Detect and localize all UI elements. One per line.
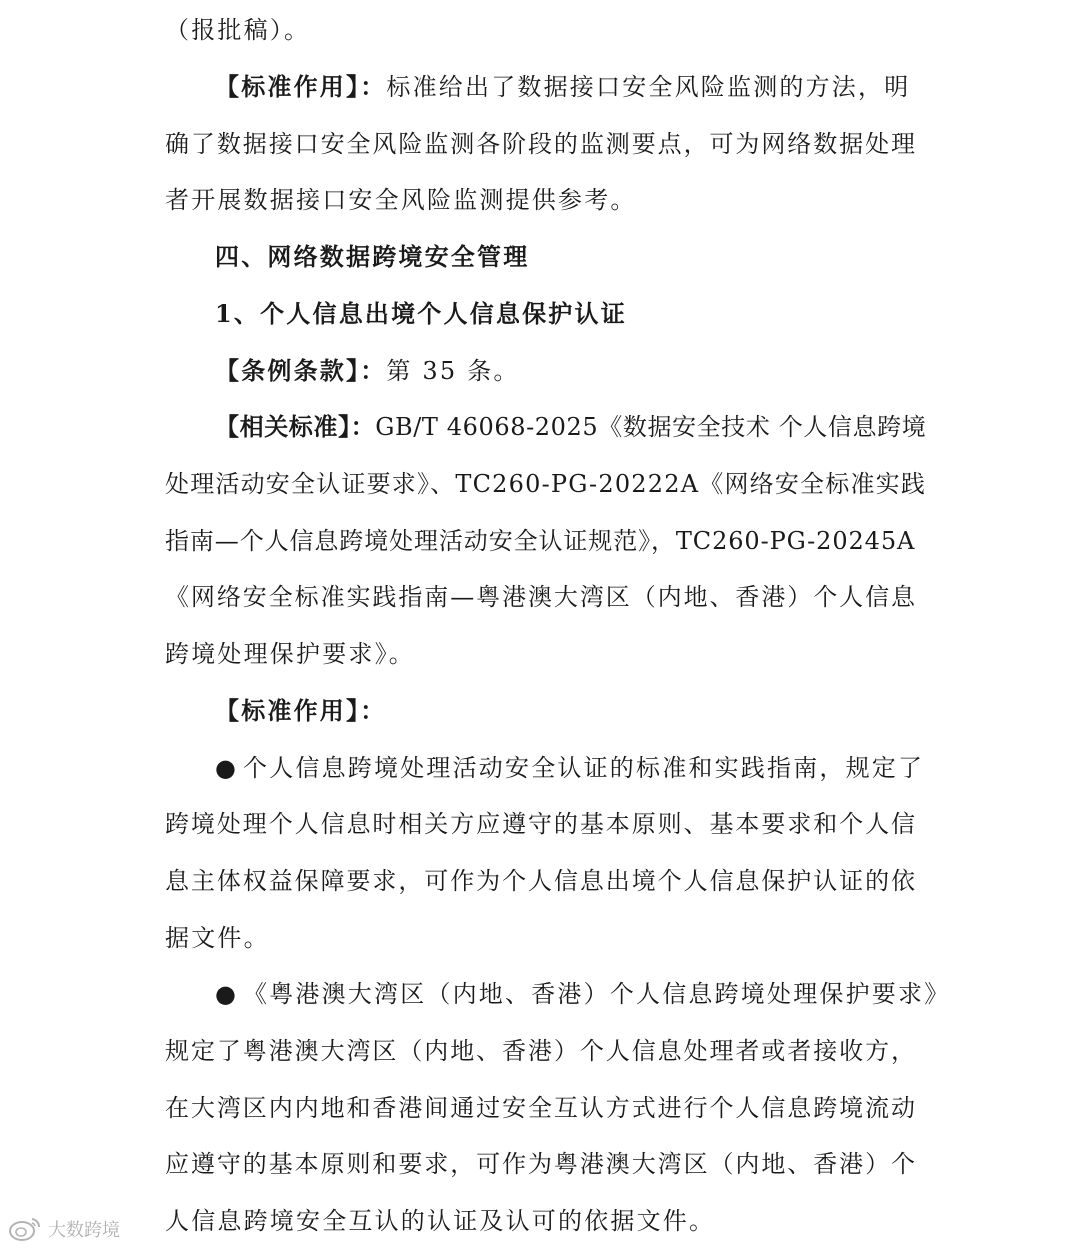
text-line: 确了数据接口安全风险监测各阶段的监测要点，可为网络数据处理 (165, 130, 915, 158)
line-text: 第 35 条。 (386, 357, 520, 385)
text-line: 规定了粤港澳大湾区（内地、香港）个人信息处理者或者接收方， (165, 1037, 915, 1065)
section-label: 【条例条款】： (215, 356, 387, 385)
text-line (215, 351, 915, 391)
bullet-item-line (215, 974, 951, 1014)
bullet-item-line (215, 748, 925, 788)
text-line: 人信息跨境安全互认的认证及认可的依据文件。 (165, 1207, 716, 1235)
text-line: 《网络安全标准实践指南—粤港澳大湾区（内地、香港）个人信息 (165, 583, 915, 611)
bullet-icon: ● (215, 754, 239, 782)
line-text: GB/T 46068-2025《数据安全技术 个人信息跨境 (375, 413, 927, 441)
text-line: 跨境处理个人信息时相关方应遵守的基本原则、基本要求和个人信 (165, 810, 915, 838)
section-label: 【标准作用】： (215, 696, 387, 725)
text-line (215, 407, 927, 447)
section-label: 【标准作用】： (215, 72, 387, 101)
text-line: 者开展数据接口安全风险监测提供参考。 (165, 186, 637, 214)
text-line: 在大湾区内内地和香港间通过安全互认方式进行个人信息跨境流动 (165, 1094, 915, 1122)
text-line: （报批稿）。 (165, 16, 311, 44)
line-text: 个人信息跨境处理活动安全认证的标准和实践指南，规定了 (243, 754, 925, 782)
text-line: 息主体权益保障要求，可作为个人信息出境个人信息保护认证的依 (165, 867, 915, 895)
text-line (215, 67, 915, 107)
line-text: 标准给出了数据接口安全风险监测的方法，明 (386, 73, 911, 101)
text-line: 应遵守的基本原则和要求，可作为粤港澳大湾区（内地、香港）个 (165, 1150, 915, 1178)
text-line: 跨境处理保护要求》。 (165, 640, 415, 668)
watermark (8, 1214, 120, 1244)
section-label: 【相关标准】： (215, 412, 376, 441)
bullet-icon: ● (215, 980, 239, 1008)
line-text: 《粤港澳大湾区（内地、香港）个人信息跨境处理保护要求》 (243, 980, 951, 1008)
text-line: 指南—个人信息跨境处理活动安全认证规范》，TC260-PG-20245A (165, 527, 916, 555)
subsection-heading: 1、个人信息出境个人信息保护认证 (215, 299, 627, 328)
weibo-logo-icon (8, 1216, 42, 1242)
text-line: 据文件。 (165, 924, 270, 952)
watermark-text: 大数跨境 (48, 1220, 120, 1241)
section-heading: 四、网络数据跨境安全管理 (215, 242, 530, 271)
text-line: 处理活动安全认证要求》、TC260-PG-20222A《网络安全标准实践 (165, 470, 927, 498)
